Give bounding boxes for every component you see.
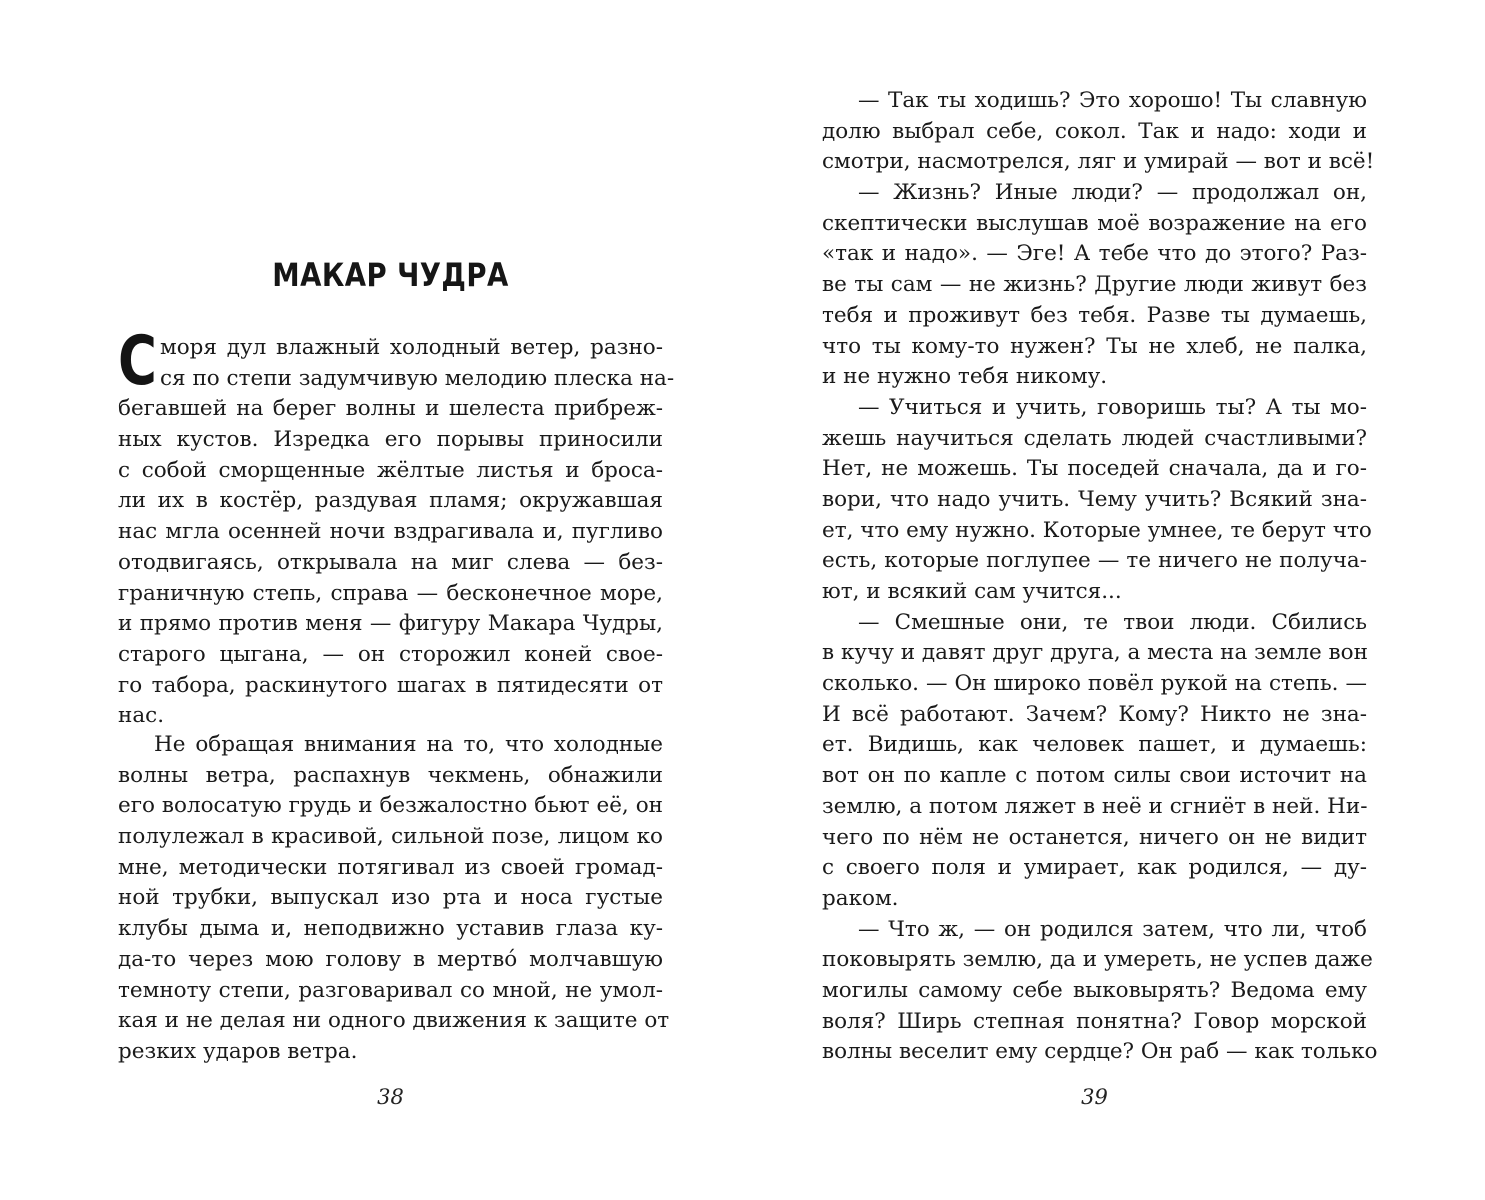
text-line: резких ударов ветра. [118, 1038, 358, 1064]
text-line: «так и надо». — Эге! А тебе что до этого? Раз- [822, 241, 1367, 267]
text-line: скептически выслушав моё возражение на его [822, 210, 1367, 236]
text-line: смотри, насмотрелся, ляг и умирай — вот и всё! [822, 149, 1375, 175]
text-line: с собой сморщенные жёлтые листья и броса- [118, 457, 663, 483]
text-line: бегавшей на берег волны и шелеста прибреж- [118, 396, 663, 422]
text-line: и не нужно тебя никому. [822, 364, 1108, 390]
text-line: нас мгла осенней ночи вздрагивала и, пугливо [118, 519, 663, 545]
text-line: могилы самому себе выковырять? Ведома ему [822, 977, 1367, 1003]
text-line: го табора, раскинутого шагах в пятидесяти от [118, 672, 663, 698]
text-line: и прямо против меня — фигуру Макара Чудры, [118, 611, 663, 637]
text-line: Нет, не можешь. Ты поседей сначала, да и го- [822, 456, 1367, 482]
text-line: в кучу и давят друг друга, а места на земле вон [822, 640, 1368, 666]
text-line: вори, что надо учить. Чему учить? Всякий зна- [822, 486, 1367, 512]
text-line: да-то через мою голову в мертвó молчавшую [118, 946, 663, 972]
text-line: ет. Видишь, как человек пашет, и думаешь: [822, 732, 1367, 758]
paragraph-1 [118, 322, 675, 732]
text-line: кая и не делая ни одного движения к защите от [118, 1008, 670, 1034]
text-line: ли их в костёр, раздувая пламя; окружавшая [118, 488, 663, 514]
text-line: ют, и всякий сам учится... [822, 579, 1122, 604]
right-page [822, 0, 1378, 1200]
text-line: ся по степи задумчивую мелодию плеска на- [160, 365, 675, 391]
text-line: отодвигаясь, открывала на миг слева — без- [118, 549, 663, 575]
text-line: его волосатую грудь и безжалостно бьют её, он [118, 793, 663, 819]
text-line: — Так ты ходишь? Это хорошо! Ты славную [858, 88, 1367, 113]
text-line: И всё работают. Зачем? Кому? Никто не зна- [822, 701, 1367, 727]
chapter-title: МАКАР ЧУДРА [272, 256, 509, 294]
text-line: полулежал в красивой, сильной позе, лицом ко [118, 824, 663, 850]
text-line: — Жизнь? Иные люди? — продолжал он, [858, 180, 1367, 206]
text-line: клубы дыма и, неподвижно уставив глаза ку- [118, 916, 663, 942]
text-line: землю, а потом ляжет в неё и сгниёт в ней. Ни- [822, 793, 1368, 819]
text-line: раком. [822, 885, 899, 911]
text-line: тебя и проживут без тебя. Разве ты думаешь, [822, 302, 1367, 328]
text-line: волны ветра, распахнув чекмень, обнажили [118, 762, 663, 788]
drop-cap: С [118, 322, 157, 401]
text-line: что ты кому-то нужен? Ты не хлеб, не палка, [822, 333, 1367, 359]
paragraph-2 [118, 730, 670, 1068]
text-line: вот он по капле с потом силы свои источит на [822, 763, 1367, 789]
text-line: нас. [118, 703, 165, 729]
text-line: долю выбрал себе, сокол. Так и надо: ходи и [822, 118, 1367, 144]
text-line: есть, которые поглупее — те ничего не получа- [822, 548, 1367, 574]
text-line: — Учиться и учить, говоришь ты? А ты мо- [858, 394, 1367, 420]
text-line: ных кустов. Изредка его порывы приносили [118, 427, 663, 453]
page-number-right: 39 [1081, 1085, 1108, 1109]
text-line: ной трубки, выпускал изо рта и носа густые [118, 885, 663, 911]
text-line: мне, методически потягивал из своей громад- [118, 854, 663, 880]
text-line: с своего поля и умирает, как родился, — ду- [822, 855, 1367, 881]
text-line: Не обращая внимания на то, что холодные [154, 732, 663, 757]
text-line: граничную степь, справа — бесконечное море, [118, 580, 663, 606]
text-line: моря дул влажный холодный ветер, разно- [160, 335, 663, 360]
text-line: воля? Ширь степная понятна? Говор морской [822, 1008, 1367, 1034]
text-line: волны веселит ему сердце? Он раб — как только [822, 1039, 1378, 1065]
text-line: ве ты сам — не жизнь? Другие люди живут без [822, 272, 1367, 298]
text-line: сколько. — Он широко повёл рукой на степь. — [822, 671, 1367, 697]
text-line: старого цыгана, — он сторожил коней свое- [118, 641, 663, 667]
left-page [118, 0, 675, 1200]
right-page-body [822, 86, 1378, 1068]
text-line: — Что ж, — он родился затем, что ли, чтоб [858, 916, 1367, 942]
text-line: поковырять землю, да и умереть, не успев даже [822, 947, 1373, 973]
text-line: темноту степи, разговаривал со мной, не умол- [118, 977, 663, 1003]
text-line: ет, что ему нужно. Которые умнее, те берут что [822, 517, 1372, 543]
text-line: чего по нём не останется, ничего он не видит [822, 824, 1367, 850]
page-number-left: 38 [377, 1085, 404, 1109]
text-line: — Смешные они, те твои люди. Сбились [858, 609, 1367, 635]
text-line: жешь научиться сделать людей счастливыми? [822, 425, 1367, 451]
